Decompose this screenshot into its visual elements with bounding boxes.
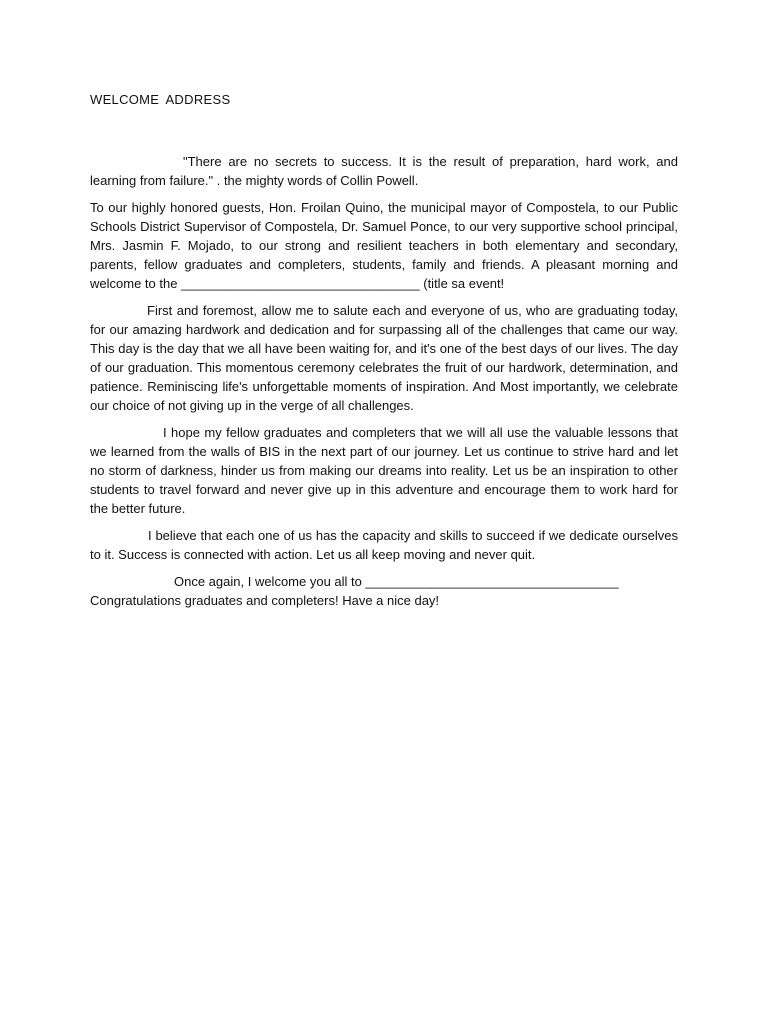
body-paragraph-1: First and foremost, allow me to salute each and everyone of us, who are graduating today, for our amazing hardwork and dedication and for surpassing all of the challenges that came our way. This day is the day that we all have been waiting for, and it's one of the best days of our lives. The day of our graduation. This momentous ceremony celebrates the fruit of our hardwork, determination, and patience. Reminiscing life's unforgettable moments of inspiration. And Most importantly, we celebrate our choice of not giving up in the verge of all challenges. [90,303,678,413]
opening-quote: "There are no secrets to success. It is the result of preparation, hard work, and learning from failure." . the mighty words of Collin Powell. [90,154,678,188]
closing-line-1: Once again, I welcome you all to ___________________________________ [174,574,619,589]
closing-line-2: Congratulations graduates and completers! Have a nice day! [90,593,440,608]
document-title: WELCOME ADDRESS [90,92,231,107]
document-body [90,152,678,618]
greeting-paragraph: To our highly honored guests, Hon. Froilan Quino, the municipal mayor of Compostela, to our Public Schools District Supervisor of Compostela, Dr. Samuel Ponce, to our very supportive school principal, Mrs. Jasmin F. Mojado, to our strong and resilient teachers in both elementary and secondary, parents, fellow graduates and completers, students, family and friends. A pleasant morning and welcome to the _________________________________ (title sa event! [90,200,678,291]
body-paragraph-3: I believe that each one of us has the capacity and skills to succeed if we dedicate ourselves to it. Success is connected with action. Let us all keep moving and never quit. [90,528,678,562]
document-page [90,0,678,1024]
body-paragraph-2: I hope my fellow graduates and completers that we will all use the valuable lessons that we learned from the walls of BIS in the next part of our journey. Let us continue to strive hard and let no storm of darkness, hinder us from making our dreams into reality. Let us be an inspiration to other students to travel forward and never give up in this adventure and encourage them to work hard for the better future. [90,425,678,516]
